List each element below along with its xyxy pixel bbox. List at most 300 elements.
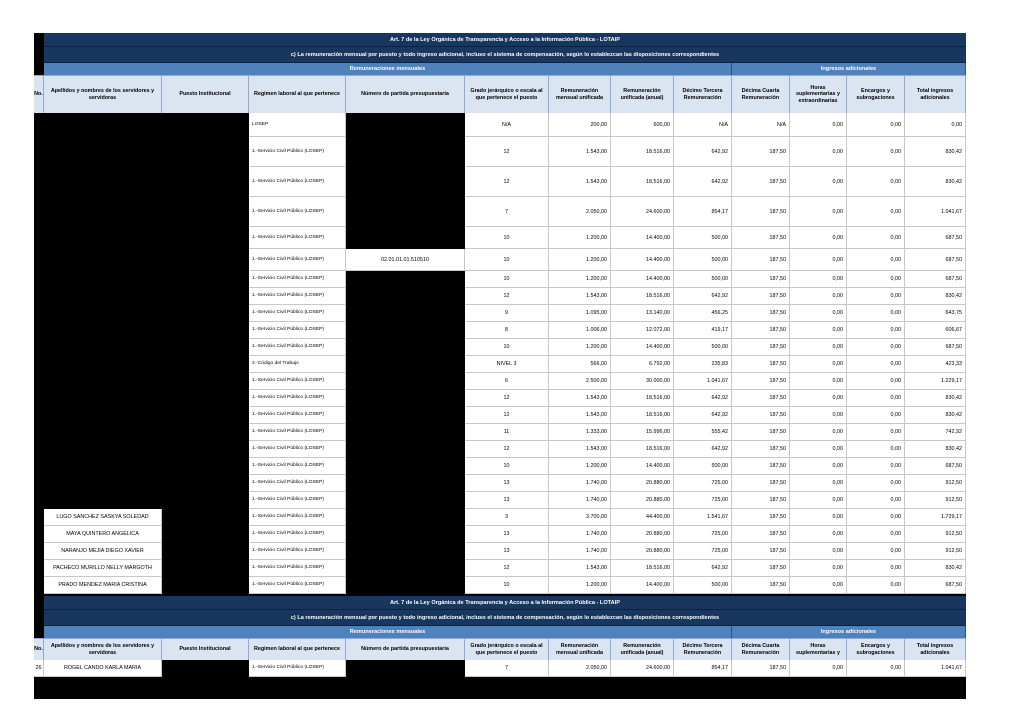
cell-anual: 44.400,00: [611, 509, 674, 526]
cell-regimen: 2.-Código del Trabajo: [249, 356, 346, 373]
col-header-mensual: Remuneración mensual unificada: [549, 75, 611, 113]
redacted-cell-partida: [346, 288, 465, 305]
redacted-cell-no: [34, 526, 44, 543]
redacted-cell-puesto: [162, 424, 249, 441]
cell-total: 912,50: [905, 475, 966, 492]
redacted-cell-puesto: [162, 288, 249, 305]
cell-regimen: 1.-Servicio Civil Público (LOSEP): [249, 475, 346, 492]
table-row: [34, 322, 966, 339]
cell-decimo3: 500,00: [674, 249, 732, 271]
sheet-title: Art. 7 de la Ley Orgánica de Transparencia y Acceso a la Información Pública - LOTAIP: [44, 33, 966, 47]
cell-mensual: 1.006,00: [549, 322, 611, 339]
redacted-cell-name: [44, 249, 162, 271]
col-header-puesto: Puesto Institucional: [162, 75, 249, 113]
redacted-cell-no: [34, 137, 44, 167]
cell-decimo3: 725,00: [674, 526, 732, 543]
cell-anual: 18.516,00: [611, 441, 674, 458]
redacted-cell-name: [44, 356, 162, 373]
table-row: [34, 305, 966, 322]
redacted-cell-no: [34, 458, 44, 475]
cell-encargos: 0,00: [847, 249, 905, 271]
cell-horas: 0,00: [790, 137, 847, 167]
cell-total: 830,42: [905, 288, 966, 305]
table-row: [34, 390, 966, 407]
redacted-cell-partida: [346, 526, 465, 543]
cell-encargos: 0,00: [847, 407, 905, 424]
redacted-cell-no: [34, 390, 44, 407]
cell-mensual: 1.543,00: [549, 288, 611, 305]
cell-anual: 14.400,00: [611, 249, 674, 271]
cell-encargos: 0,00: [847, 197, 905, 227]
cell-mensual: 1.740,00: [549, 543, 611, 560]
cell-horas: 0,00: [790, 543, 847, 560]
cell-decimo3: 1.041,67: [674, 373, 732, 390]
table-row: [34, 560, 966, 577]
cell-mensual: 1.200,00: [549, 577, 611, 594]
redacted-cell-puesto: [162, 271, 249, 288]
table-row: [34, 407, 966, 424]
redacted-cell-no: [34, 441, 44, 458]
redacted-cell-no: [34, 577, 44, 594]
col-header-name: Apellidos y nombres de los servidores y servidoras: [44, 638, 162, 660]
cell-decimo3: 642,92: [674, 288, 732, 305]
redacted-cell-puesto: [162, 475, 249, 492]
cell-regimen: 1.-Servicio Civil Público (LOSEP): [249, 441, 346, 458]
col-header-encargos: Encargos y subrogaciones: [847, 75, 905, 113]
redacted-cell-partida: [346, 305, 465, 322]
col-header-horas: Horas suplementarias y extraordinarias: [790, 75, 847, 113]
cell-decimo4: 187,50: [732, 441, 790, 458]
cell-horas: 0,00: [790, 509, 847, 526]
column-header-row: [34, 75, 966, 113]
cell-encargos: 0,00: [847, 167, 905, 197]
redacted-cell-partida: [346, 197, 465, 227]
col-header-regimen: Regimen laboral al que pertenece: [249, 75, 346, 113]
cell-anual: 12.072,00: [611, 322, 674, 339]
cell-grado: 3: [465, 509, 549, 526]
col-header-decimo4: Décima Cuarta Remuneración: [732, 638, 790, 660]
cell-regimen: 1.-Servicio Civil Público (LOSEP): [249, 390, 346, 407]
redacted-cell-partida: [346, 227, 465, 249]
cell-grado: 10: [465, 339, 549, 356]
cell-mensual: 566,00: [549, 356, 611, 373]
cell-regimen: 1.-Servicio Civil Público (LOSEP): [249, 577, 346, 594]
cell-decimo3: 500,00: [674, 227, 732, 249]
cell-horas: 0,00: [790, 113, 847, 137]
redacted-cell-partida: [346, 390, 465, 407]
cell-decimo3: 642,92: [674, 441, 732, 458]
cell-grado: 7: [465, 660, 549, 677]
cell-horas: 0,00: [790, 441, 847, 458]
cell-decimo3: 725,00: [674, 475, 732, 492]
table-row: [34, 441, 966, 458]
cell-decimo4: 187,50: [732, 167, 790, 197]
redacted-cell-name: [44, 458, 162, 475]
cell-anual: 14.400,00: [611, 577, 674, 594]
cell-name: PRADO MENDEZ MARIA CRISTINA: [44, 577, 162, 594]
cell-horas: 0,00: [790, 249, 847, 271]
cell-partida: 02.01.01.01.510510: [346, 249, 465, 271]
cell-grado: 12: [465, 288, 549, 305]
cell-total: 830,42: [905, 560, 966, 577]
redacted-cell-name: [44, 492, 162, 509]
table-row: [34, 356, 966, 373]
cell-mensual: 1.740,00: [549, 526, 611, 543]
cell-total: 643,75: [905, 305, 966, 322]
redacted-cell-puesto: [162, 543, 249, 560]
cell-total: 687,50: [905, 249, 966, 271]
cell-decimo3: 854,17: [674, 660, 732, 677]
redacted-cell-no: [34, 475, 44, 492]
cell-anual: 15.996,00: [611, 424, 674, 441]
redacted-cell-no: [34, 113, 44, 137]
table-row: [34, 509, 966, 526]
redacted-cell-name: [44, 390, 162, 407]
cell-horas: 0,00: [790, 458, 847, 475]
cell-encargos: 0,00: [847, 424, 905, 441]
cell-decimo4: 187,50: [732, 373, 790, 390]
cell-total: 687,50: [905, 227, 966, 249]
cell-encargos: 0,00: [847, 113, 905, 137]
redacted-cell-partida: [346, 492, 465, 509]
redacted-cell-no: [34, 271, 44, 288]
redacted-cell-partida: [346, 339, 465, 356]
cell-anual: 14.400,00: [611, 227, 674, 249]
cell-name: NARANJO MEJIA DIEGO XAVIER: [44, 543, 162, 560]
cell-regimen: 1.-Servicio Civil Público (LOSEP): [249, 660, 346, 677]
redacted-cell-puesto: [162, 390, 249, 407]
table-row: [34, 197, 966, 227]
cell-decimo3: 642,92: [674, 137, 732, 167]
redacted-cell-no: [34, 373, 44, 390]
cell-horas: 0,00: [790, 305, 847, 322]
cell-horas: 0,00: [790, 560, 847, 577]
cell-decimo3: 235,83: [674, 356, 732, 373]
cell-total: 687,50: [905, 271, 966, 288]
table-row: [34, 227, 966, 249]
redacted-cell-puesto: [162, 407, 249, 424]
redacted-cell-name: [44, 339, 162, 356]
cell-horas: 0,00: [790, 322, 847, 339]
cell-anual: 24.600,00: [611, 197, 674, 227]
redacted-cell-no: [34, 227, 44, 249]
table-row: [34, 543, 966, 560]
subtitle-bar: [34, 47, 966, 63]
col-header-name: Apellidos y nombres de los servidores y servidoras: [44, 75, 162, 113]
cell-decimo3: 1.541,67: [674, 509, 732, 526]
redacted-cell-puesto: [162, 660, 249, 677]
cell-mensual: 1.740,00: [549, 475, 611, 492]
redacted-cell-name: [44, 137, 162, 167]
cell-grado: 10: [465, 458, 549, 475]
redacted-cell-partida: [346, 660, 465, 677]
cell-total: 1.041,67: [905, 660, 966, 677]
col-header-partida: Número de partida presupuestaria: [346, 638, 465, 660]
cell-encargos: 0,00: [847, 373, 905, 390]
redacted-cell-puesto: [162, 458, 249, 475]
table-row: [34, 373, 966, 390]
cell-total: 912,50: [905, 543, 966, 560]
cell-grado: N/A: [465, 113, 549, 137]
redacted-cell-partida: [346, 137, 465, 167]
cell-regimen: 1.-Servicio Civil Público (LOSEP): [249, 424, 346, 441]
cell-anual: 13.140,00: [611, 305, 674, 322]
col-header-mensual: Remuneración mensual unificada: [549, 638, 611, 660]
col-header-anual: Remuneración unificada (anual): [611, 75, 674, 113]
table-row: [34, 526, 966, 543]
cell-decimo3: 555,42: [674, 424, 732, 441]
cell-name: ROGEL CANDO KARLA MARIA: [44, 660, 162, 677]
redacted-cell-no: [34, 322, 44, 339]
cell-regimen: 1.-Servicio Civil Público (LOSEP): [249, 305, 346, 322]
cell-horas: 0,00: [790, 475, 847, 492]
redacted-cell-name: [44, 407, 162, 424]
col-header-decimo3: Décimo Tercera Remuneración: [674, 638, 732, 660]
cell-decimo4: 187,50: [732, 424, 790, 441]
cell-decimo3: 500,00: [674, 577, 732, 594]
redacted-cell-no: [34, 560, 44, 577]
cell-decimo4: 187,50: [732, 339, 790, 356]
cell-horas: 0,00: [790, 390, 847, 407]
redacted-cell-name: [44, 424, 162, 441]
redacted-cell-name: [44, 227, 162, 249]
cell-grado: 13: [465, 526, 549, 543]
redacted-cell-puesto: [162, 322, 249, 339]
cell-horas: 0,00: [790, 339, 847, 356]
col-header-puesto: Puesto Institucional: [162, 638, 249, 660]
cell-no: 26: [34, 660, 44, 677]
cell-decimo4: 187,50: [732, 137, 790, 167]
cell-horas: 0,00: [790, 407, 847, 424]
cell-horas: 0,00: [790, 660, 847, 677]
cell-decimo4: 187,50: [732, 577, 790, 594]
cell-total: 606,67: [905, 322, 966, 339]
cell-grado: 13: [465, 492, 549, 509]
redacted-cell-puesto: [162, 339, 249, 356]
redacted-cell-partida: [346, 424, 465, 441]
cell-mensual: 1.200,00: [549, 458, 611, 475]
cell-decimo3: N/A: [674, 113, 732, 137]
cell-total: 687,50: [905, 458, 966, 475]
cell-regimen: 1.-Servicio Civil Público (LOSEP): [249, 373, 346, 390]
col-header-partida: Número de partida presupuestaria: [346, 75, 465, 113]
table-row: [34, 113, 966, 137]
cell-total: 830,42: [905, 167, 966, 197]
cell-mensual: 200,00: [549, 113, 611, 137]
cell-decimo4: 187,50: [732, 249, 790, 271]
group-remuneraciones: Remuneraciones mensuales: [44, 63, 732, 75]
redacted-cell-name: [44, 271, 162, 288]
redacted-cell-no: [34, 356, 44, 373]
cell-grado: 10: [465, 249, 549, 271]
cell-mensual: 1.740,00: [549, 492, 611, 509]
table-row: [34, 137, 966, 167]
redacted-cell-puesto: [162, 197, 249, 227]
cell-grado: 9: [465, 305, 549, 322]
redacted-cell-partida: [346, 560, 465, 577]
redacted-cell-puesto: [162, 373, 249, 390]
cell-decimo4: 187,50: [732, 492, 790, 509]
redacted-cell-puesto: [162, 492, 249, 509]
cell-regimen: 1.-Servicio Civil Público (LOSEP): [249, 407, 346, 424]
cell-mensual: 1.543,00: [549, 137, 611, 167]
cell-grado: 10: [465, 271, 549, 288]
cell-encargos: 0,00: [847, 305, 905, 322]
cell-total: 0,00: [905, 113, 966, 137]
cell-encargos: 0,00: [847, 322, 905, 339]
redacted-cell-partida: [346, 475, 465, 492]
table-row: [34, 271, 966, 288]
column-header-row: [34, 638, 966, 660]
col-header-horas: Horas suplementarias y: [790, 638, 847, 660]
cell-decimo4: 187,50: [732, 322, 790, 339]
cell-decimo3: 642,92: [674, 167, 732, 197]
redacted-cell-no: [34, 424, 44, 441]
table-row: [34, 458, 966, 475]
table-row: [34, 339, 966, 356]
group-remuneraciones: Remuneraciones mensuales: [44, 626, 732, 638]
cell-anual: 14.400,00: [611, 339, 674, 356]
cell-grado: 6: [465, 373, 549, 390]
cell-decimo4: 187,50: [732, 271, 790, 288]
cell-anual: 20.880,00: [611, 475, 674, 492]
sheet-subtitle: c) La remuneración mensual por puesto y todo ingreso adicional, incluso el sistema de compensación, según lo establezcan las disposiciones correspondientes: [44, 47, 966, 63]
cell-total: 1.041,67: [905, 197, 966, 227]
cell-anual: 30.000,00: [611, 373, 674, 390]
redacted-cell-puesto: [162, 249, 249, 271]
cell-encargos: 0,00: [847, 271, 905, 288]
col-header-regimen: Regimen laboral al que pertenece: [249, 638, 346, 660]
redacted-cell-name: [44, 197, 162, 227]
redacted-cell-name: [44, 322, 162, 339]
cell-regimen: 1.-Servicio Civil Público (LOSEP): [249, 271, 346, 288]
cell-decimo4: 187,50: [732, 509, 790, 526]
cell-decimo3: 854,17: [674, 197, 732, 227]
title-bar: [34, 596, 966, 610]
cell-encargos: 0,00: [847, 509, 905, 526]
cell-mensual: 1.543,00: [549, 390, 611, 407]
cell-decimo4: 187,50: [732, 356, 790, 373]
redacted-cell-no: [34, 407, 44, 424]
cell-encargos: 0,00: [847, 475, 905, 492]
cell-total: 830,42: [905, 390, 966, 407]
cell-regimen: 1.-Servicio Civil Público (LOSEP): [249, 560, 346, 577]
cell-horas: 0,00: [790, 227, 847, 249]
cell-mensual: 3.700,00: [549, 509, 611, 526]
cell-total: 423,33: [905, 356, 966, 373]
redacted-cell-partida: [346, 509, 465, 526]
cell-anual: 20.880,00: [611, 526, 674, 543]
cell-regimen: 1.-Servicio Civil Público (LOSEP): [249, 322, 346, 339]
cell-total: 687,50: [905, 577, 966, 594]
redacted-cell-partida: [346, 543, 465, 560]
cell-total: 830,42: [905, 137, 966, 167]
redacted-cell-no: [34, 339, 44, 356]
table-row: [34, 660, 966, 677]
cell-decimo4: 187,50: [732, 660, 790, 677]
cell-decimo3: 642,92: [674, 560, 732, 577]
cell-anual: 18.516,00: [611, 560, 674, 577]
redacted-cell-no: [34, 509, 44, 526]
cell-name: MAYA QUINTERO ANGELICA: [44, 526, 162, 543]
cell-grado: 12: [465, 407, 549, 424]
cell-decimo4: 187,50: [732, 390, 790, 407]
cell-total: 912,50: [905, 526, 966, 543]
cell-horas: 0,00: [790, 197, 847, 227]
cell-decimo4: 187,50: [732, 305, 790, 322]
redacted-cell-partida: [346, 373, 465, 390]
redacted-cell-no: [34, 167, 44, 197]
col-header-anual: Remuneración unificada (anual): [611, 638, 674, 660]
cell-encargos: 0,00: [847, 660, 905, 677]
cell-anual: 14.400,00: [611, 458, 674, 475]
redacted-cell-partida: [346, 356, 465, 373]
cell-total: 912,50: [905, 492, 966, 509]
redacted-cell-partida: [346, 322, 465, 339]
cell-anual: 18.516,00: [611, 137, 674, 167]
group-ingresos: Ingresos adicionales: [732, 63, 966, 75]
cell-grado: 12: [465, 560, 549, 577]
cell-grado: 12: [465, 137, 549, 167]
cell-encargos: 0,00: [847, 492, 905, 509]
cell-mensual: 1.200,00: [549, 339, 611, 356]
group-header-bar: [34, 63, 966, 75]
cell-mensual: 1.333,00: [549, 424, 611, 441]
cell-grado: 12: [465, 390, 549, 407]
cell-grado: 8: [465, 322, 549, 339]
cell-regimen: 1.-Servicio Civil Público (LOSEP): [249, 526, 346, 543]
cell-decimo4: 187,50: [732, 526, 790, 543]
cell-encargos: 0,00: [847, 577, 905, 594]
cell-total: 742,92: [905, 424, 966, 441]
cell-mensual: 1.200,00: [549, 271, 611, 288]
col-header-no: No.: [34, 75, 44, 113]
group-header-bar: [34, 626, 966, 638]
cell-anual: 18.516,00: [611, 390, 674, 407]
cell-encargos: 0,00: [847, 227, 905, 249]
cell-anual: 14.400,00: [611, 271, 674, 288]
table-row: [34, 288, 966, 305]
cell-grado: 7: [465, 197, 549, 227]
col-header-decimo3: Décimo Tercera Remuneración: [674, 75, 732, 113]
group-ingresos: Ingresos adicionales: [732, 626, 966, 638]
cell-decimo3: 500,00: [674, 339, 732, 356]
cell-grado: 10: [465, 227, 549, 249]
cell-mensual: 2.500,00: [549, 373, 611, 390]
cell-horas: 0,00: [790, 492, 847, 509]
table-row: [34, 424, 966, 441]
cell-decimo4: 187,50: [732, 560, 790, 577]
cell-anual: 18.516,00: [611, 167, 674, 197]
cell-decimo4: 187,50: [732, 227, 790, 249]
sheet-title: Art. 7 de la Ley Orgánica de Transparencia y Acceso a la Información Pública - LOTAIP: [44, 596, 966, 610]
cell-regimen: 1.-Servicio Civil Público (LOSEP): [249, 137, 346, 167]
col-header-decimo4: Décima Cuarta Remuneración: [732, 75, 790, 113]
cell-total: 1.729,17: [905, 509, 966, 526]
redacted-cell-partida: [346, 167, 465, 197]
cell-encargos: 0,00: [847, 339, 905, 356]
redacted-cell-puesto: [162, 305, 249, 322]
cell-regimen: 1.-Servicio Civil Público (LOSEP): [249, 167, 346, 197]
cell-horas: 0,00: [790, 288, 847, 305]
redacted-cell-puesto: [162, 356, 249, 373]
cell-decimo3: 456,25: [674, 305, 732, 322]
title-bar: [34, 33, 966, 47]
cell-total: 830,42: [905, 407, 966, 424]
subtitle-bar: [34, 610, 966, 626]
cell-mensual: 1.200,00: [549, 249, 611, 271]
cell-anual: 18.516,00: [611, 288, 674, 305]
